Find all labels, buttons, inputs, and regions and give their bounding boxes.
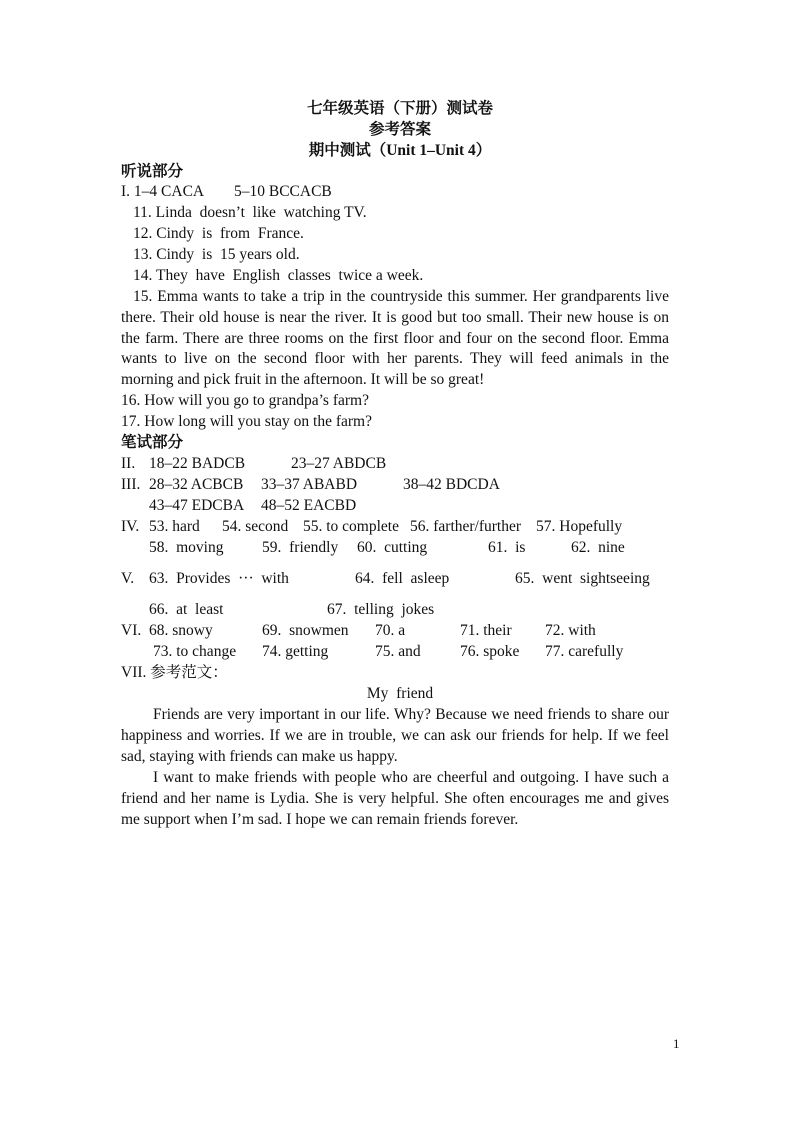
answer-54: 54. second [222,518,289,535]
answer-69: 69. snowmen [262,622,349,639]
section-7-label: VII. 参考范文： [121,664,228,681]
answer-60: 60. cutting [357,539,428,556]
section-3-number: III. [121,476,141,493]
section-6-number: VI. [121,622,142,639]
section-3-answers-d: 43–47 EDCBA [149,497,245,514]
page-title: 七年级英语（下册）测试卷 [306,100,493,117]
answer-65: 65. went sightseeing [515,570,650,587]
answer-line-13: 13. Cindy is 15 years old. [133,246,300,263]
answer-53: 53. hard [149,518,200,535]
answer-paragraph-15: 15. Emma wants to take a trip in the countryside this summer. Her grandparents live there. Their old house is near the river. It is good but too small. Their new house is on the farm. There are three rooms on the first floor and four on the second floor. Emma wants to live on the second floor with her parents. They will feed animals in the morning and pick fruit in the afternoon. It will be so great! [121,288,669,389]
answer-62: 62. nine [571,539,625,556]
answer-77: 77. carefully [545,643,624,660]
section-3-answers-e: 48–52 EACBD [261,497,357,514]
essay-title: My friend [366,685,434,702]
question-17: 17. How long will you stay on the farm? [121,413,372,430]
section-2-answers-b: 23–27 ABDCB [291,455,387,472]
page-subtitle: 参考答案 [368,121,431,138]
answer-58: 58. moving [149,539,224,556]
section-3-answers-c: 38–42 BDCDA [403,476,500,493]
section-3-answers-a: 28–32 ACBCB [149,476,244,493]
section-1-answers-b: 5–10 BCCACB [234,183,332,200]
answer-75: 75. and [375,643,421,660]
question-16: 16. How will you go to grandpa’s farm? [121,392,369,409]
answer-59: 59. friendly [262,539,339,556]
section-3-answers-b: 33–37 ABABD [261,476,358,493]
answer-63: 63. Provides ··· with [149,570,289,587]
essay-paragraph-2: I want to make friends with people who are cheerful and outgoing. I have such a friend and her name is Lydia. She is very helpful. She often encourages me and gives me support when I’m sad. I hope we can remain friends forever. [121,769,669,828]
answer-line-11: 11. Linda doesn’t like watching TV. [133,204,367,221]
answer-76: 76. spoke [460,643,520,660]
section-1-answers-a: I. 1–4 CACA [121,183,205,200]
section-2-number: II. [121,455,136,472]
answer-61: 61. is [488,539,526,556]
section-5-number: V. [121,570,135,587]
answer-line-12: 12. Cindy is from France. [133,225,304,242]
answer-64: 64. fell asleep [355,570,450,587]
answer-57: 57. Hopefully [536,518,623,535]
answer-line-14: 14. They have English classes twice a week. [133,267,424,284]
test-title: 期中测试（Unit 1–Unit 4） [308,142,492,159]
answer-67: 67. telling jokes [327,601,435,618]
answer-73: 73. to change [153,643,237,660]
answer-68: 68. snowy [149,622,213,639]
answer-74: 74. getting [262,643,329,660]
essay-paragraph-1: Friends are very important in our life. Why? Because we need friends to share our happiness and worries. If we are in trouble, we can ask our friends for help. If we feel sad, staying with friends can make us happy. [121,706,669,765]
writing-heading: 笔试部分 [121,434,184,451]
answer-66: 66. at least [149,601,224,618]
section-2-answers-a: 18–22 BADCB [149,455,246,472]
answer-71: 71. their [460,622,512,639]
listening-heading: 听说部分 [121,163,184,180]
answer-72: 72. with [545,622,596,639]
section-4-number: IV. [121,518,140,535]
answer-55: 55. to complete [303,518,399,535]
answer-70: 70. a [375,622,406,639]
page-number: 1 [673,1036,680,1051]
answer-56: 56. farther/further [410,518,522,535]
